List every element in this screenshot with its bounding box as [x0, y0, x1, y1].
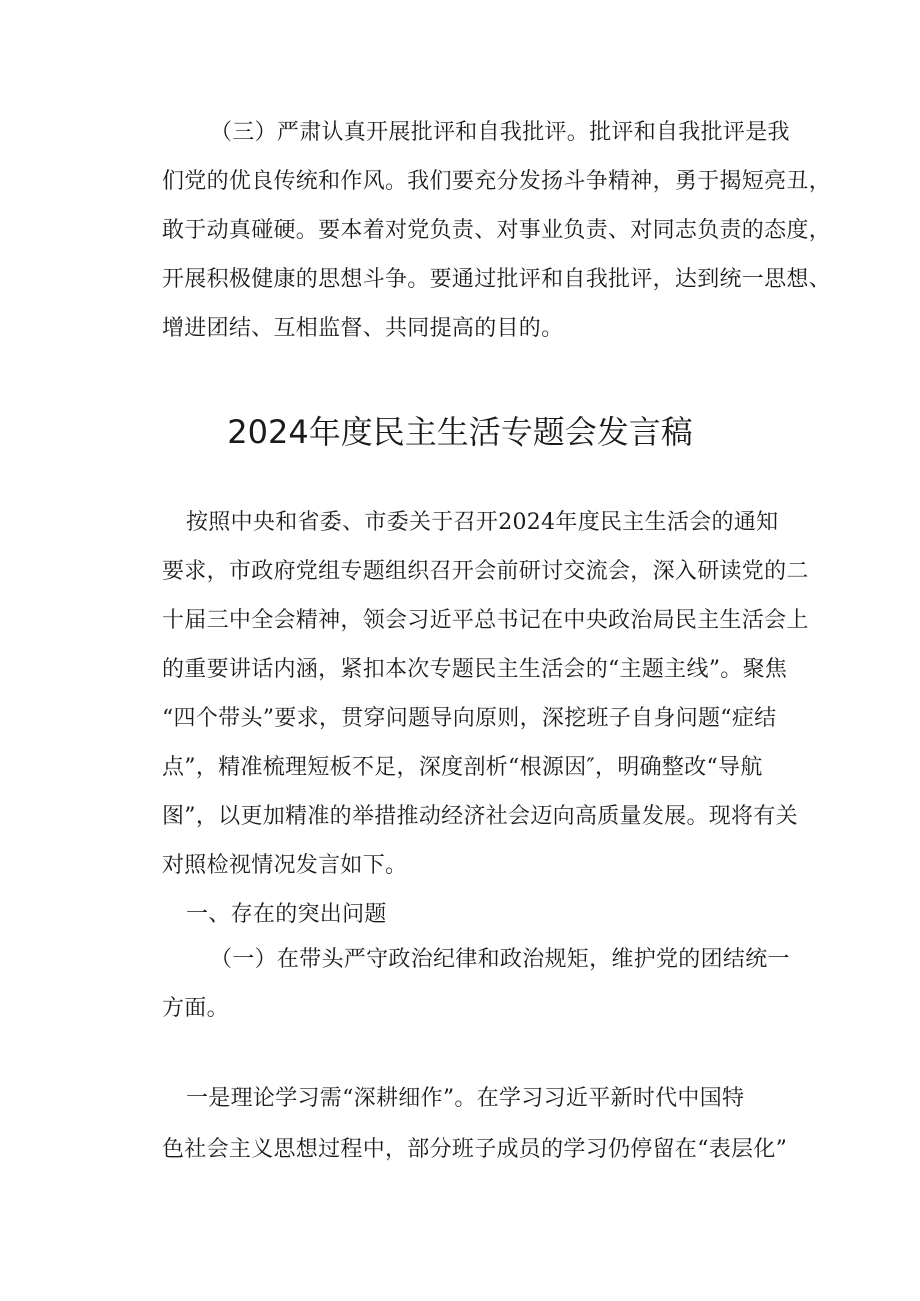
paragraph-line: 按照中央和省委、市委关于召开2024年度民主生活会的通知 [186, 510, 779, 535]
paragraph-line: 十届三中全会精神，领会习近平总书记在中央政治局民主生活会上 [162, 608, 809, 633]
paragraph-line: 的重要讲话内涵，紧扣本次专题民主生活会的“主题主线”。聚焦 [162, 657, 788, 682]
paragraph-line: 色社会主义思想过程中，部分班子成员的学习仍停留在“表层化” [162, 1137, 788, 1162]
document-title: 2024年度民主生活专题会发言稿 [227, 413, 693, 451]
paragraph-line: “四个带头”要求，贯穿问题导向原则，深挖班子自身问题“症结 [162, 706, 777, 731]
paragraph-line: 开展积极健康的思想斗争。要通过批评和自我批评，达到统一思想、 [162, 267, 832, 292]
paragraph-line: （三）严肃认真开展批评和自我批评。批评和自我批评是我 [210, 120, 790, 145]
paragraph-line: 增进团结、互相监督、共同提高的目的。 [162, 316, 564, 341]
section-heading: 一、存在的突出问题 [186, 902, 387, 927]
paragraph-line: 敢于动真碰硬。要本着对党负责、对事业负责、对同志负责的态度， [162, 218, 832, 243]
paragraph-line: 点”，精准梳理短板不足，深度剖析“根源因″，明确整改“导航 [162, 755, 763, 780]
subsection-heading: （一）在带头严守政治纪律和政治规矩，维护党的团结统一 [210, 947, 790, 972]
subsection-heading: 方面。 [162, 996, 229, 1021]
paragraph-line: 们党的优良传统和作风。我们要充分发扬斗争精神，勇于揭短亮丑， [162, 169, 832, 194]
paragraph-line: 对照检视情况发言如下。 [162, 853, 408, 878]
paragraph-line: 图”，以更加精准的举措推动经济社会迈向高质量发展。现将有关 [162, 804, 798, 829]
paragraph-line: 要求，市政府党组专题组织召开会前研讨交流会，深入研读党的二 [162, 559, 809, 584]
paragraph-line: 一是理论学习需“深耕细作”。在学习习近平新时代中国特 [186, 1086, 745, 1111]
